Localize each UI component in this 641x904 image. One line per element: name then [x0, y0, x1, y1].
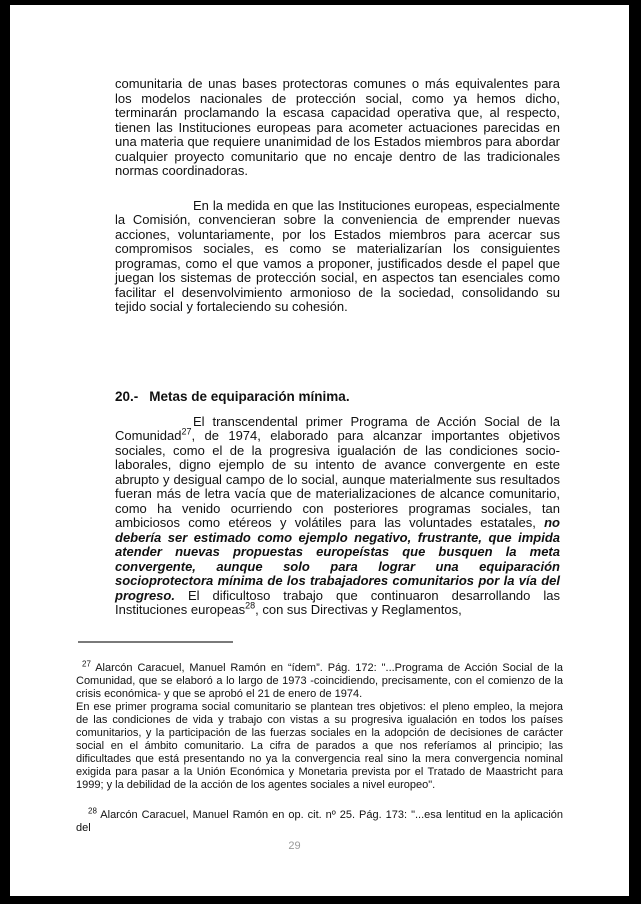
paragraph-continuation: comunitaria de unas bases protectoras comunes o más equivalentes para los modelos nacionales de protección social, como ya hemos dicho, terminarán proclamando la escasa capacidad operativa que, al respecto, tienen las Instituciones europeas para acometer actuaciones parecidas en una materia que requiere unanimidad de los Estados miembros para abordar cualquier proyecto comunitario que no encaje dentro de las tradicionales normas coordinadoras. [115, 76, 560, 178]
section-title: Metas de equiparación mínima. [149, 388, 350, 404]
page-number: 29 [288, 839, 301, 852]
footnote-27-text-part1: Alarcón Caracuel, Manuel Ramón en “ídem”. Pág. 172: "...Programa de Acción Social de la Comunidad, que se elaboró a lo largo de 1973 -coincidiendo, precisamente, con el comienzo de la crisis económica- y que se aprobó el 21 de enero de 1974. [76, 661, 563, 700]
footnote-ref-27: 27 [181, 426, 192, 437]
paragraph-programa-accion-social [115, 415, 560, 618]
page-content [10, 5, 629, 852]
section-number: 20.- [115, 388, 139, 404]
document-page [10, 5, 629, 896]
footnote-27-marker: 27 [82, 658, 91, 668]
section-heading [115, 389, 560, 405]
p3-text-end: , con sus Directivas y Reglamentos, [255, 602, 462, 617]
footnote-27 [76, 658, 563, 701]
footnote-27-continuation: En ese primer programa social comunitario se plantean tres objetivos: el pleno empleo, la mejora de las condiciones de vida y trabajo con vistas a su progresiva igualación en todos los países comunitarios, y la participación de las fuerzas sociales en la adopción de decisiones de carácter social en el ámbito comunitario. La cifra de parados a que nos referíamos al principio; las dificultades que está presentando no ya la convergencia real sino la mera convergencia nominal exigida para pasar a la Unión Económica y Monetaria prevista por el Tratado de Maastricht para 1999; y la debilidad de la acción de los agentes sociales a nivel europeo". [76, 700, 563, 791]
p3-text-start: El transcendental primer Programa de Acción Social de la Comunidad [115, 413, 560, 443]
footnote-separator-rule [78, 641, 233, 643]
footnote-area [76, 658, 563, 835]
footnote-28-marker: 28 [88, 805, 97, 815]
main-text-column [115, 77, 560, 618]
p3-text-middle: , de 1974, elaborado para alcanzar importantes objetivos sociales, como el de la progresiva igualación de las condiciones socio-laborales, digno ejemplo de su intento de avance convergente en este abrupto y desigual campo de lo social, aunque materialmente sus resultados fueran más de letra vacía que de materializaciones de alcance comunitario, como ha venido ocurriendo con posteriores programas sociales, tan ambiciosos como etéreos y volátiles para las voluntades estatales, [115, 428, 560, 530]
footnote-28 [76, 805, 563, 835]
p3-text-after-emphasis: El dificultoso trabajo que continuaron desarrollando las Instituciones europeas [115, 587, 560, 617]
footnote-28-text: Alarcón Caracuel, Manuel Ramón en op. cit. nº 25. Pág. 173: "...esa lentitud en la aplicación del [76, 808, 563, 834]
p3-emphasis-bold-italic: no debería ser estimado como ejemplo negativo, frustrante, que impida atender nuevas propuestas europeístas que busquen la meta convergente, aunque solo para lograr una equiparación socioprotectora mínima de los trabajadores comunitarios por la vía del progreso. [115, 515, 560, 603]
footnote-ref-28: 28 [245, 600, 256, 611]
paragraph-instituciones: En la medida en que las Instituciones europeas, especialmente la Comisión, convencieran sobre la conveniencia de emprender nuevas acciones, voluntariamente, por los Estados miembros para acercar sus compromisos sociales, es como se materializarían los consiguientes programas, como el que vamos a proponer, justificados desde el papel que juegan los sistemas de protección social, en aspectos tan esenciales como facilitar el desenvolvimiento armonioso de la sociedad, consolidando su tejido social y fortaleciendo su cohesión. [115, 197, 560, 314]
